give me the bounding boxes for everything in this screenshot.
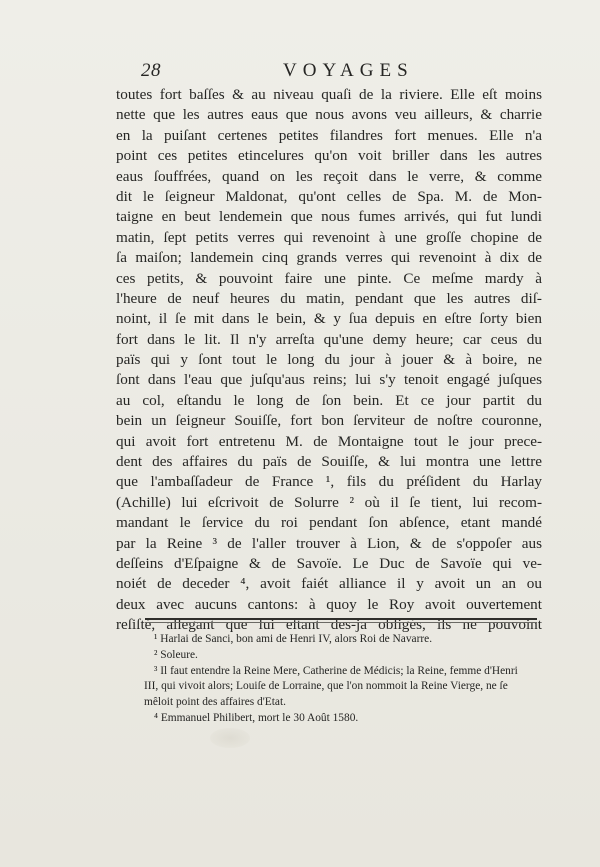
text-line: ſont dans l'eau que juſqu'aus reins; lui s'y tenoit engagé juſques <box>116 371 542 389</box>
footnote-divider <box>145 618 537 620</box>
footnote-divider-thin <box>145 622 537 623</box>
footnote-3-continued: III, qui vivoit alors; Louiſe de Lorraine, que l'on nommoit la Reine Vierge, ne ſe <box>144 680 508 693</box>
main-text <box>116 85 542 636</box>
text-line: ces petits, & pouvoint faire une pinte. Ce meſme mardy à <box>116 269 542 287</box>
footnote-3-end: mêloit point des affaires d'Etat. <box>144 696 286 709</box>
paper-stain <box>210 728 250 748</box>
footnote-2: ² Soleure. <box>154 648 198 661</box>
footnote-3: ³ Il faut entendre la Reine Mere, Catherine de Médicis; la Reine, femme d'Henri <box>154 664 518 677</box>
text-line: l'heure de neuf heures du matin, pendant que les autres diſ- <box>116 289 542 307</box>
text-line: païs qui y ſont tout le long du jour à jouer & à boire, ne <box>116 351 542 369</box>
text-line: fort dans le lit. Il n'y arreſta qu'une demy heure; car ceus du <box>116 330 542 348</box>
text-line: point ces petites etincelures qu'on voit briller dans les autres <box>116 147 542 165</box>
text-line: deux avec aucuns cantons: à quoy le Roy avoit ouvertement <box>116 595 542 613</box>
text-line: noiét de deceder ⁴, avoit faiét alliance il y avoit un an ou <box>116 575 542 593</box>
text-line: dit le ſeigneur Maldonat, qu'ont celles de Spa. M. de Mon- <box>116 187 542 205</box>
page-header <box>141 60 437 84</box>
text-line: noint, il ſe mit dans le bein, & y ſua depuis en eſtre ſorty bien <box>116 310 542 328</box>
text-line: deſſeins d'Eſpaigne & de Savoïe. Le Duc de Savoïe qui ve- <box>116 554 542 572</box>
footnote-1: ¹ Harlai de Sanci, bon ami de Henri IV, alors Roi de Navarre. <box>154 633 433 645</box>
text-line: matin, ſept petits verres qui revenoint à une groſſe chopine de <box>116 228 542 246</box>
text-line: bein un ſeigneur Souiſſe, fort bon ſerviteur de noſtre couronne, <box>116 412 542 430</box>
text-line: (Achille) lui eſcrivoit de Solurre ² où il ſe tient, lui recom- <box>116 493 542 511</box>
text-line: par la Reine ³ de l'aller trouver à Lion, & de s'oppoſer aus <box>116 534 542 552</box>
text-line: que l'ambaſſadeur de France ¹, fils du préſident du Harlay <box>116 473 542 491</box>
footnote-4: ⁴ Emmanuel Philibert, mort le 30 Août 1580. <box>154 711 359 724</box>
text-line: nette que les autres eaus que nous avons veu ailleurs, & charrie <box>116 106 542 124</box>
running-title: VOYAGES <box>283 60 414 81</box>
footnotes <box>144 632 538 727</box>
page-number: 28 <box>141 60 161 81</box>
text-line: dent des affaires du païs de Souiſſe, & lui montra une lettre <box>116 453 542 471</box>
text-line: eaus ſouffrées, quand on les reçoit dans le verre, & comme <box>116 167 542 185</box>
text-line: taigne en beut lendemein que nous fumes arrivés, qui fut lundi <box>116 208 542 226</box>
text-line: toutes fort baſſes & au niveau quaſi de la riviere. Elle eſt moins <box>116 86 542 103</box>
text-line: reſiſté, allegant que lui eſtant des-ja obligés, ils ne pouvoint <box>116 616 542 634</box>
text-line: en la puiſant certenes petites filandres fort menues. Elle n'a <box>116 126 542 144</box>
text-line: ſa maiſon; landemein cinq grands verres qui revenoint à dix de <box>116 249 542 267</box>
text-line: qui avoit fort entretenu M. de Montaigne tout le jour prece- <box>116 432 542 450</box>
text-line: au col, eſtandu le long de ſon bein. Et ce jour partit du <box>116 391 542 409</box>
text-line: mandant le ſervice du roi pendant ſon abſence, etant mandé <box>116 514 542 532</box>
